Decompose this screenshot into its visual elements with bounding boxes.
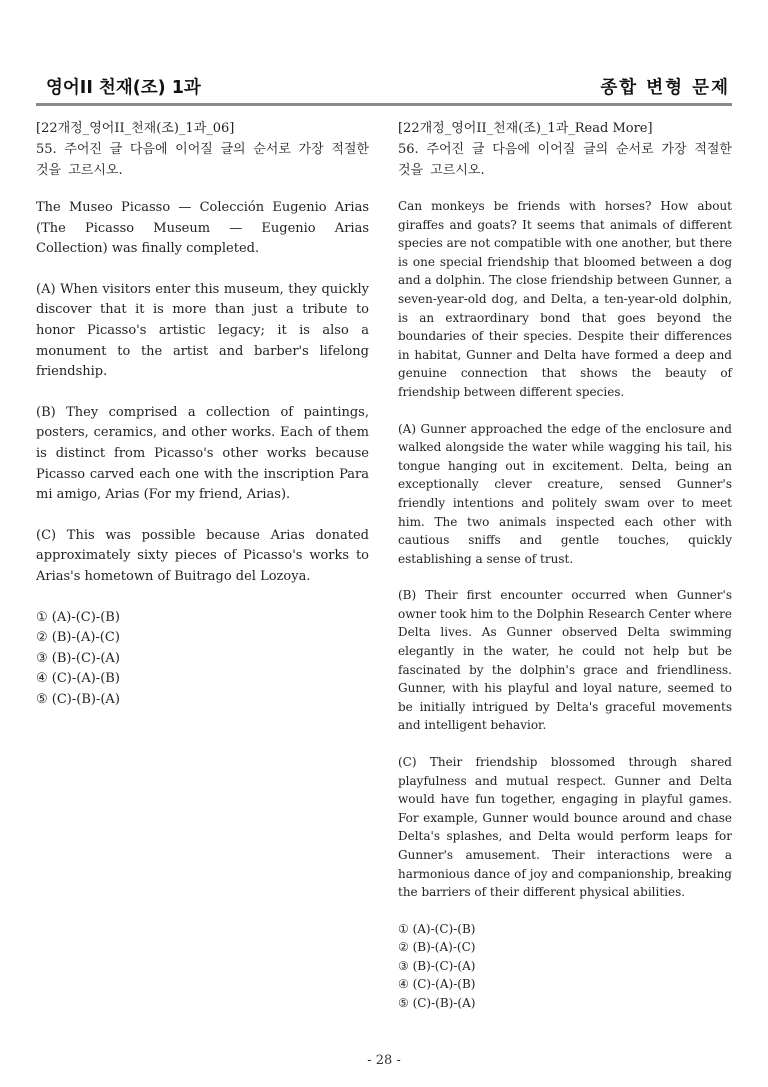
choice-3[interactable]: ③ (B)-(C)-(A) — [36, 650, 120, 666]
choice-2[interactable]: ② (B)-(A)-(C) — [398, 940, 476, 955]
choice-2[interactable]: ② (B)-(A)-(C) — [36, 630, 120, 645]
header-divider — [36, 103, 732, 106]
passage-paragraph-c: (C) Their friendship blossomed through shared playfulness and mutual respect. Gunner and Delta would have fun together, engaging in playful games. For example, Gunner would bounce around and chase Delta's splashes, and Delta would perform leaps for Gunner's amusement. Their interactions were a harmonious dance of joy and companionship, breaking the barriers of their different physical abilities. — [398, 755, 732, 900]
question-source: [22개정_영어II_천재(조)_1과_Read More] — [398, 121, 653, 136]
passage-intro: The Museo Picasso — Colección Eugenio Arias (The Picasso Museum — Eugenio Arias Collection) was finally completed. — [36, 200, 369, 257]
choice-4[interactable]: ④ (C)-(A)-(B) — [398, 977, 476, 992]
choice-5[interactable]: ⑤ (C)-(B)-(A) — [36, 691, 120, 707]
passage-paragraph-a: (A) When visitors enter this museum, they quickly discover that it is more than just a tribute to honor Picasso's artistic legacy; it is also a monument to the artist and barber's lifelong friendship. — [36, 281, 369, 380]
answer-choices — [398, 920, 732, 1013]
page-header — [36, 74, 732, 102]
passage-paragraph-a: (A) Gunner approached the edge of the enclosure and walked alongside the water while wagging his tail, his tongue hanging out in excitement. Delta, being an exceptionally clever creature, sensed Gunner's friendly intentions and politely swam over to meet him. The two animals inspected each other with cautious sniffs and gentle touches, quickly establishing a sense of trust. — [398, 421, 732, 566]
question-56 — [398, 118, 732, 1012]
choice-5[interactable]: ⑤ (C)-(B)-(A) — [398, 995, 476, 1010]
section-title: 종합 변형 문제 — [600, 78, 730, 98]
question-55 — [36, 118, 369, 710]
answer-choices — [36, 608, 369, 711]
question-source: [22개정_영어II_천재(조)_1과_06] — [36, 121, 235, 136]
choice-4[interactable]: ④ (C)-(A)-(B) — [36, 671, 120, 686]
passage-paragraph-b: (B) They comprised a collection of paintings, posters, ceramics, and other works. Each of them is distinct from Picasso's other works because Picasso carved each one with the inscription Para mi amigo, Arias (For my friend, Arias). — [36, 404, 369, 503]
passage-paragraph-b: (B) Their first encounter occurred when Gunner's owner took him to the Dolphin Research Center where Delta lives. As Gunner observed Delta swimming elegantly in the water, he could not help but be fascinated by the dolphin's grace and friendliness. Gunner, with his playful and loyal nature, seemed to be initially intrigued by Delta's graceful movements and intelligent behavior. — [398, 588, 732, 733]
choice-3[interactable]: ③ (B)-(C)-(A) — [398, 958, 476, 973]
question-prompt: 56. 주어진 글 다음에 이어질 글의 순서로 가장 적절한 것을 고르시오. — [398, 142, 732, 178]
page-number: - 28 - — [367, 1053, 401, 1068]
choice-1[interactable]: ① (A)-(C)-(B) — [398, 921, 476, 936]
question-passage — [36, 198, 369, 588]
question-prompt: 55. 주어진 글 다음에 이어질 글의 순서로 가장 적절한 것을 고르시오. — [36, 142, 369, 178]
question-passage — [398, 197, 732, 902]
passage-intro: Can monkeys be friends with horses? How about giraffes and goats? It seems that animals of different species are not compatible with one another, but there is one special friendship that bloomed between a dog and a dolphin. The close friendship between Gunner, a seven-year-old dog, and Delta, a ten-year-old dolphin, is an extraordinary bond that goes beyond the boundaries of their species. Despite their differences in habitat, Gunner and Delta have formed a deep and genuine connection that shows the beauty of friendship between different species. — [398, 199, 732, 399]
choice-1[interactable]: ① (A)-(C)-(B) — [36, 609, 120, 625]
passage-paragraph-c: (C) This was possible because Arias donated approximately sixty pieces of Picasso's works to Arias's hometown of Buitrago del Lozoya. — [36, 527, 369, 584]
chapter-title: 영어II 천재(조) 1과 — [46, 78, 201, 98]
